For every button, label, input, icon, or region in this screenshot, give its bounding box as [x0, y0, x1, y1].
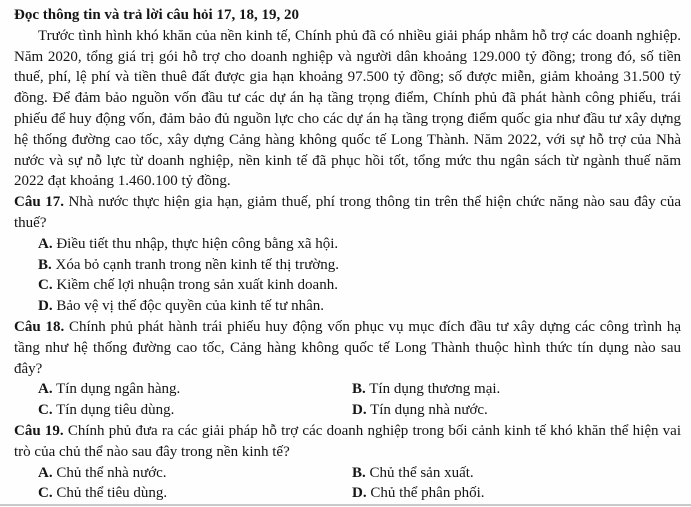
question-number: Câu 19. [14, 422, 64, 439]
option-item [14, 379, 352, 400]
option-item [352, 400, 681, 421]
options-grid [14, 379, 681, 421]
option-item [14, 483, 352, 504]
option-label: A. [38, 235, 53, 252]
page-bottom-divider [0, 504, 691, 506]
option-item [352, 463, 681, 484]
option-label: C. [38, 277, 53, 294]
question-stem: Chính phủ phát hành trái phiếu huy động vốn phục vụ mục đích đầu tư xây dựng các công trình hạ tầng như hệ thống đường cao tốc, Cảng hàng không quốc tế Long Thành thuộc hình thức tín dụng nào sau đây? [14, 318, 681, 377]
option-label: C. [38, 485, 53, 502]
option-label: D. [38, 298, 53, 315]
option-item [14, 463, 352, 484]
option-text: Chủ thể nhà nước. [56, 464, 167, 481]
options-list [14, 234, 681, 317]
section-heading: Đọc thông tin và trả lời câu hỏi 17, 18, 19, 20 [14, 7, 299, 23]
question-block-17 [14, 192, 681, 317]
option-label: B. [352, 464, 366, 481]
option-text: Kiềm chế lợi nhuận trong sản xuất kinh doanh. [56, 277, 338, 294]
option-text: Tín dụng thương mại. [369, 381, 501, 398]
option-item [14, 296, 681, 317]
option-item [352, 379, 681, 400]
question-number: Câu 17. [14, 194, 64, 211]
option-item [352, 483, 681, 504]
option-text: Tín dụng nhà nước. [370, 402, 488, 419]
option-text: Chủ thể sản xuất. [369, 464, 474, 481]
option-label: B. [38, 256, 52, 273]
question-block-19 [14, 421, 681, 504]
option-item [14, 255, 681, 276]
option-text: Tín dụng ngân hàng. [56, 381, 181, 398]
option-item [14, 275, 681, 296]
question-text [14, 192, 681, 234]
question-text [14, 317, 681, 379]
option-label: A. [38, 381, 53, 398]
option-label: D. [352, 485, 367, 502]
option-label: A. [38, 464, 53, 481]
option-text: Chủ thể tiêu dùng. [56, 485, 168, 502]
question-block-18 [14, 317, 681, 421]
question-stem: Nhà nước thực hiện gia hạn, giảm thuế, phí trong thông tin trên thể hiện chức năng nào sau đây của thuế? [14, 194, 681, 231]
option-label: C. [38, 402, 53, 419]
option-label: B. [352, 381, 366, 398]
question-text [14, 421, 681, 463]
option-text: Chủ thể phân phối. [370, 485, 485, 502]
reading-passage: Trước tình hình khó khăn của nền kinh tế, Chính phủ đã có nhiều giải pháp nhằm hỗ trợ các doanh nghiệp. Năm 2020, tổng giá trị gói hỗ trợ cho doanh nghiệp và người dân khoảng 129.000 tỷ đồng; trong đó, số tiền thuế, phí, lệ phí và tiền thuê đất được gia hạn khoảng 97.500 tỷ đồng; số được miễn, giảm khoảng 31.500 tỷ đồng. Để đảm bảo nguồn vốn đầu tư các dự án hạ tầng trọng điểm, Chính phủ đã phát hành công phiếu, trái phiếu để huy động vốn, đảm bảo đủ nguồn lực cho các dự án hạ tầng trọng điểm quốc gia như đầu tư xây dựng hệ thống đường cao tốc, xây dựng Cảng hàng không quốc tế Long Thành. Năm 2022, với sự hỗ trợ của Nhà nước và sự nỗ lực từ doanh nghiệp, nền kinh tế đã phục hồi tốt, tổng mức thu ngân sách từ ngành thuế năm 2022 đạt khoảng 1.460.100 tỷ đồng. [14, 27, 681, 190]
option-label: D. [352, 402, 367, 419]
option-text: Điều tiết thu nhập, thực hiện công bằng xã hội. [56, 235, 339, 252]
option-text: Bảo vệ vị thế độc quyền của kinh tế tư nhân. [56, 298, 324, 315]
question-number: Câu 18. [14, 318, 65, 335]
option-text: Tín dụng tiêu dùng. [56, 402, 175, 419]
option-text: Xóa bỏ cạnh tranh trong nền kinh tế thị trường. [55, 256, 340, 273]
options-grid [14, 463, 681, 505]
option-item [14, 234, 681, 255]
option-item [14, 400, 352, 421]
question-stem: Chính phủ đưa ra các giải pháp hỗ trợ các doanh nghiệp trong bối cảnh kinh tế khó khăn thể hiện vai trò của chủ thể nào sau đây trong nền kinh tế? [14, 422, 681, 460]
